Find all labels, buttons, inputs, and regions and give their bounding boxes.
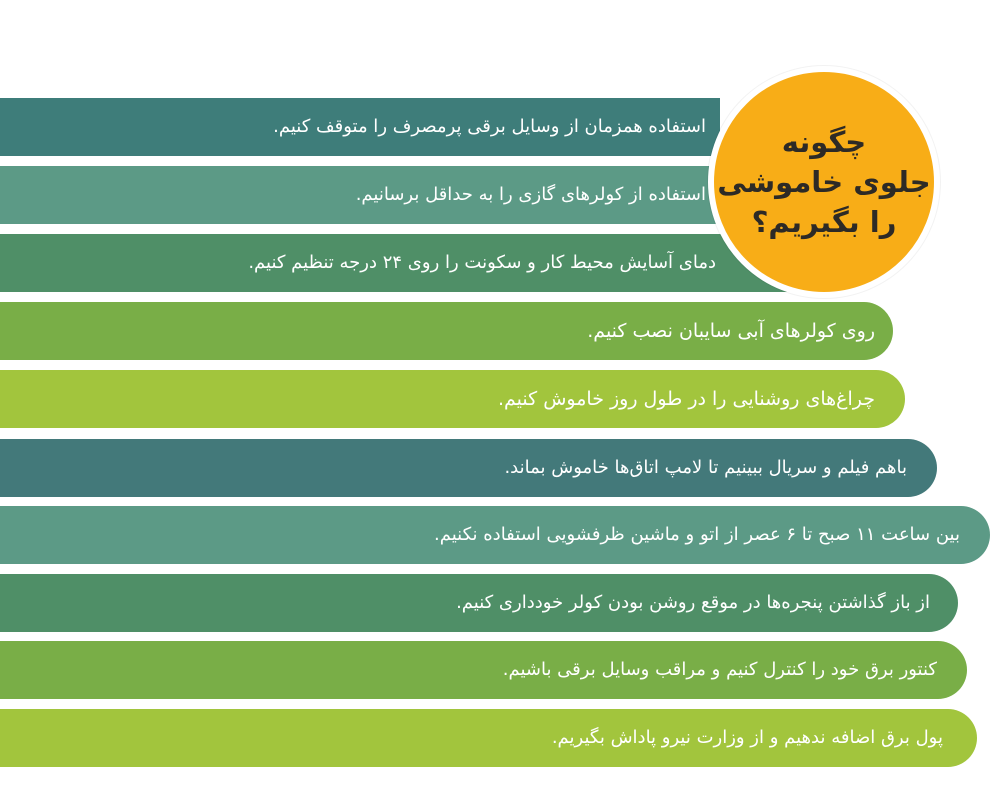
tip-text: از باز گذاشتن پنجره‌ها در موقع روشن بودن کولر خودداری کنیم. <box>456 592 930 613</box>
tip-text: پول برق اضافه ندهیم و از وزارت نیرو پاداش بگیریم. <box>551 727 943 748</box>
tip-text: چراغ‌های روشنایی را در طول روز خاموش کنیم. <box>498 388 875 410</box>
title-line: جلوی خاموشی <box>717 165 931 199</box>
tip-text: دمای آسایش محیط کار و سکونت را روی ۲۴ درجه تنظیم کنیم. <box>248 252 716 273</box>
tip-bar <box>0 302 893 360</box>
tip-text: باهم فیلم و سریال ببینیم تا لامپ اتاق‌ها خاموش بماند. <box>504 457 907 478</box>
title-badge <box>708 66 940 298</box>
tip-bar <box>0 439 937 497</box>
tip-text: استفاده همزمان از وسایل برقی پرمصرف را متوقف کنیم. <box>273 116 706 137</box>
tip-bar <box>0 709 977 767</box>
title-line: چگونه <box>781 125 867 159</box>
tip-bar <box>0 166 720 224</box>
tip-bar <box>0 506 990 564</box>
tip-text: روی کولرهای آبی سایبان نصب کنیم. <box>587 320 875 342</box>
title-line: را بگیریم؟ <box>751 205 897 239</box>
tip-bar <box>0 234 840 292</box>
tip-text: کنتور برق خود را کنترل کنیم و مراقب وسایل برقی باشیم. <box>502 659 937 680</box>
tip-bar <box>0 370 905 428</box>
tip-bar <box>0 98 720 156</box>
tip-bar <box>0 641 967 699</box>
tip-text: بین ساعت ۱۱ صبح تا ۶ عصر از اتو و ماشین ظرفشویی استفاده نکنیم. <box>434 524 960 545</box>
tip-text: استفاده از کولرهای گازی را به حداقل برسانیم. <box>355 184 706 205</box>
tip-bar <box>0 574 958 632</box>
